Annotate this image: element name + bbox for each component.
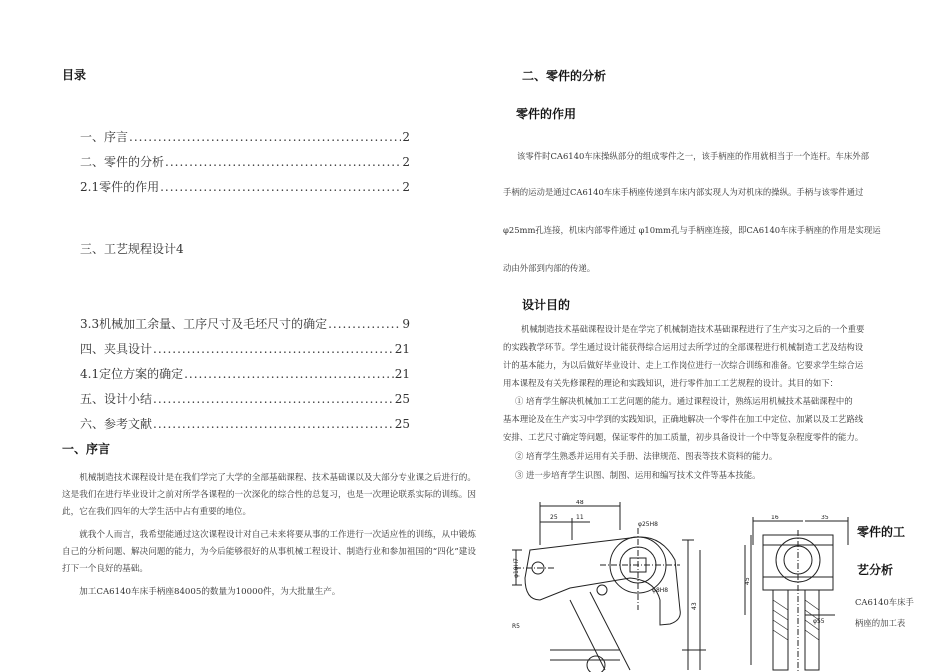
role-text-line: 该零件时CA6140车床操纵部分的组成零件之一，该手柄座的作用就相当于一个连杆。车床外部 [517, 151, 870, 161]
toc-entry-page: 21 [394, 367, 410, 381]
dim-label: φ8H8 [652, 587, 669, 594]
toc-entry-text: 4.1定位方案的确定 [80, 367, 184, 381]
toc-leader [160, 180, 401, 194]
part-front-view-drawing [510, 500, 725, 672]
toc-entry[interactable] [80, 340, 410, 357]
toc-entry-text: 五、设计小结 [80, 392, 153, 406]
preface-paragraph: 机械制造技术课程设计是在我们学完了大学的全部基础课程、技术基础课以及大部分专业课之后进行的。这是我们在进行毕业设计之前对所学各课程的一次深化的综合性的总复习，也是一次理论联系实际的训练。因此，它在我们四年的大学生活中占有重要的地位。 [62, 473, 476, 517]
toc-entry-page: 21 [394, 342, 410, 356]
toc-entry-page: 25 [394, 417, 410, 431]
toc-entry[interactable] [80, 153, 410, 170]
role-text-line: 动由外部到内部的传递。 [503, 263, 596, 273]
toc-entry-page: 2 [402, 180, 410, 194]
purpose-text-line: ① 培育学生解决机械加工工艺问题的能力。通过课程设计，熟练运用机械技术基础课程中的 [515, 396, 853, 406]
process-analysis-heading-line2: 艺分析 [857, 563, 894, 577]
toc-entry[interactable] [80, 240, 410, 257]
toc-entry[interactable] [80, 128, 410, 145]
toc-entry-page: 2 [402, 155, 410, 169]
purpose-text-line: 计的基本能力，为以后做好毕业设计、走上工作岗位进行一次综合训练和准备。它要求学生综合运 [503, 360, 864, 370]
purpose-text-line: 机械制造技术基础课程设计是在学完了机械制造技术基础课程进行了生产实习之后的一个重要 [521, 324, 865, 334]
dim-label: R5 [512, 623, 520, 630]
purpose-text-line: 的实践教学环节。学生通过设计能获得综合运用过去所学过的全部课程进行机械制造工艺及结构设 [503, 342, 864, 352]
toc-leader [153, 392, 394, 406]
toc-entry-text: 二、零件的分析 [80, 155, 165, 169]
dim-label: 45 [744, 577, 751, 585]
toc-entry[interactable] [80, 415, 410, 432]
dim-label: 35 [821, 515, 829, 521]
toc-leader [184, 367, 394, 381]
toc-entry-text: 四、夹具设计 [80, 342, 153, 356]
process-analysis-heading-line1: 零件的工 [857, 525, 906, 539]
dim-label: φ10H7 [513, 558, 520, 578]
toc-entry-page: 2 [402, 130, 410, 144]
process-analysis-text-line: CA6140车床手 [855, 597, 914, 607]
right-page [475, 0, 950, 672]
part-side-view-drawing [743, 515, 853, 672]
toc-title: 目录 [62, 68, 87, 82]
role-text-line: 手柄的运动是通过CA6140车床手柄座传递到车床内部实现人为对机床的操纵。手柄与该零件通过 [503, 187, 864, 197]
part-analysis-heading: 二、零件的分析 [522, 69, 607, 83]
dim-label: 16 [771, 515, 779, 521]
toc-entry-page: 25 [394, 392, 410, 406]
purpose-text-line: ② 培育学生熟悉并运用有关手册、法律规范、图表等技术资料的能力。 [515, 451, 778, 461]
toc-leader [328, 317, 401, 331]
dim-label: 25 [550, 514, 558, 521]
purpose-text-line: 基本理论及在生产实习中学到的实践知识，正确地解决一个零件在加工中定位、加紧以及工艺路线 [503, 414, 864, 424]
toc-entry[interactable] [80, 178, 410, 195]
toc-entry-page: 9 [402, 317, 410, 331]
dim-label: φ55 [813, 618, 825, 625]
purpose-text-line: 安排、工艺尺寸确定等问题，保证零件的加工质量，初步具备设计一个中等复杂程度零件的能力。 [503, 432, 864, 442]
purpose-text-line: ③ 进一步培育学生识图、制图、运用和编写技术文件等基本技能。 [515, 470, 761, 480]
process-analysis-text-line: 柄座的加工表 [855, 618, 906, 628]
toc-entry[interactable] [80, 390, 410, 407]
toc-entry-text: 三、工艺规程设计4 [80, 242, 184, 256]
preface-paragraph: 加工CA6140车床手柄座84005的数量为10000件，为大批量生产。 [79, 587, 341, 597]
toc-leader [165, 155, 401, 169]
part-role-heading: 零件的作用 [516, 107, 577, 121]
toc-entry-text: 一、序言 [80, 130, 129, 144]
dim-label: 48 [576, 500, 584, 506]
preface-body [62, 470, 476, 601]
toc-entry-text: 六、参考文献 [80, 417, 153, 431]
purpose-text-line: 用本课程及有关先修课程的理论和实践知识，进行零件加工工艺规程的设计。其目的如下： [503, 378, 838, 388]
toc-entry-text: 3.3机械加工余量、工序尺寸及毛坯尺寸的确定 [80, 317, 328, 331]
dim-label: φ25H8 [638, 521, 658, 528]
toc-leader [153, 417, 394, 431]
toc-entry-text: 2.1零件的作用 [80, 180, 160, 194]
toc-leader [153, 342, 394, 356]
role-text-line: φ25mm孔连接，机床内部零件通过 φ10mm孔与手柄座连接，即CA6140车床手柄座的作用是实现运 [503, 225, 881, 235]
toc-entry[interactable] [80, 365, 410, 382]
dim-label: 11 [576, 514, 584, 521]
toc-entry[interactable] [80, 315, 410, 332]
toc-leader [129, 130, 401, 144]
design-purpose-heading: 设计目的 [522, 298, 571, 312]
preface-paragraph: 就我个人而言，我希望能通过这次课程设计对自己未来将要从事的工作进行一次适应性的训练，从中锻炼自己的分析问题、解决问题的能力，为今后能够很好的从事机械工程设计、制造行业和参加祖国的“四化”建设打下一个良好的基础。 [62, 530, 476, 574]
dim-label: 43 [691, 602, 698, 610]
preface-heading: 一、序言 [62, 442, 111, 456]
